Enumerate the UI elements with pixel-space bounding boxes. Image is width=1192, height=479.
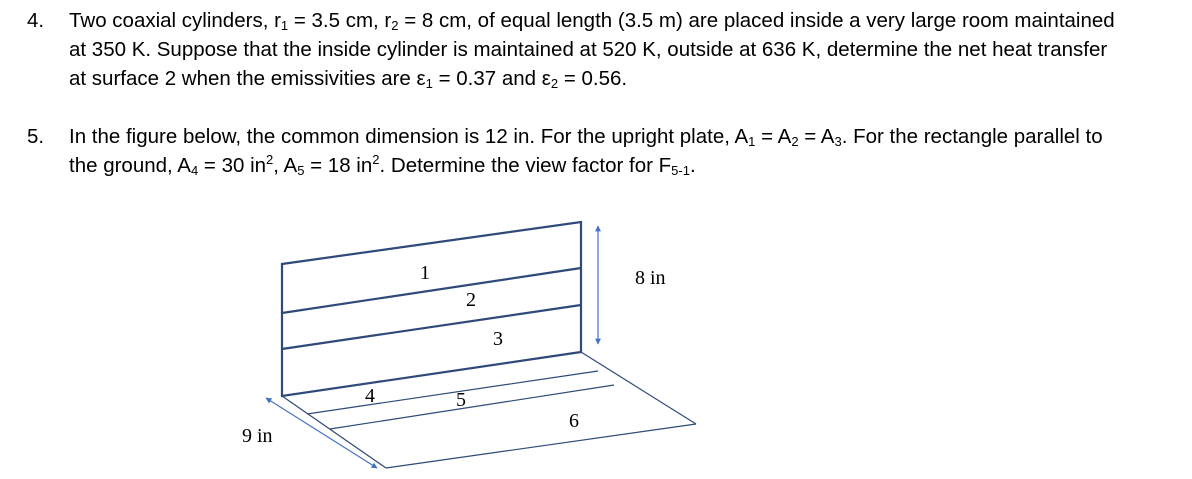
problem-4-line-2: at 350 K. Suppose that the inside cylinder is maintained at 520 K, outside at 636 K, determine the net heat transfer: [69, 38, 1108, 61]
label-surface-4: 4: [365, 385, 375, 407]
upright-divider-2-3: [282, 305, 581, 349]
label-surface-1: 1: [420, 262, 430, 284]
problem-5-number: 5.: [27, 125, 45, 148]
upright-divider-1-2: [282, 268, 581, 313]
label-surface-3: 3: [493, 328, 503, 350]
label-height-8in: 8 in: [635, 267, 666, 289]
label-surface-2: 2: [466, 289, 476, 311]
problem-4-line-3: at surface 2 when the emissivities are $\varepsilon_1 = 0.37$ and $\varepsilon_2 = 0.56$.: [69, 67, 628, 91]
label-depth-9in: 9 in: [242, 425, 273, 447]
label-surface-6: 6: [569, 410, 579, 432]
problem-4-number: 4.: [27, 9, 45, 32]
ground-plate: [282, 352, 696, 468]
problem-4-line-1: Two coaxial cylinders, $r_1 = 3.5$ cm, $r_2 = 8$ cm, of equal length (3.5 m) are placed inside a very large room maintained: [69, 9, 1115, 33]
upright-plate: [282, 222, 581, 396]
depth-dimension-arrow: [266, 398, 377, 468]
ground-near-edge: [386, 424, 696, 468]
problem-5-line-1: In the figure below, the common dimension is 12 in. For the upright plate, $A_1 = A_2 = A_3$. For the rectangle parallel to: [69, 125, 1103, 149]
problem-5-line-2: the ground, $A_4 = 30$ $in^2$, $A_5 = 18$ $in^2$. Determine the view factor for $F_{5-1}$.: [69, 152, 696, 178]
ground-divider-4-5: [307, 371, 598, 414]
label-surface-5: 5: [456, 389, 466, 411]
upright-plate-outline: [282, 222, 581, 396]
